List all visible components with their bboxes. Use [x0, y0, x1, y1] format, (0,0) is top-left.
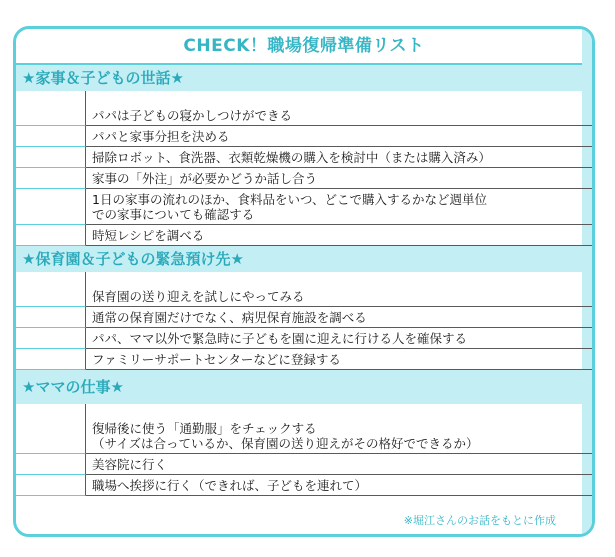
- section-work: [16, 370, 592, 496]
- checkbox-cell[interactable]: [16, 91, 86, 126]
- checkbox-cell[interactable]: [16, 328, 86, 349]
- checklist-row: [16, 91, 592, 126]
- checkbox-cell[interactable]: [16, 272, 86, 307]
- checklist-item: 復帰後に使う「通勤服」をチェックする （サイズは合っているか、保育園の送り迎えがその格好でできるか）: [86, 404, 592, 454]
- checkbox-cell[interactable]: [16, 126, 86, 147]
- checklist-row: [16, 147, 592, 168]
- checklist-item: 掃除ロボット、食洗器、衣類乾燥機の購入を検討中（または購入済み）: [86, 147, 592, 168]
- checklist-row: [16, 168, 592, 189]
- section-heading: ★ママの仕事★: [16, 370, 592, 404]
- checkbox-cell[interactable]: [16, 475, 86, 496]
- section-heading: ★家事＆子どもの世話★: [16, 65, 592, 91]
- section-heading: ★保育園＆子どもの緊急預け先★: [16, 246, 592, 272]
- checklist-item: 保育園の送り迎えを試しにやってみる: [86, 272, 592, 307]
- checklist-row: [16, 189, 592, 225]
- checklist-row: [16, 126, 592, 147]
- checklist-row: [16, 225, 592, 246]
- checklist-row: [16, 328, 592, 349]
- checklist-title: CHECK！職場復帰準備リスト: [16, 29, 592, 65]
- checklist-item: 1日の家事の流れのほか、食料品をいつ、どこで購入するかなど週単位 での家事についても確認する: [86, 189, 592, 225]
- checkbox-cell[interactable]: [16, 349, 86, 370]
- checkbox-cell[interactable]: [16, 307, 86, 328]
- checkbox-cell[interactable]: [16, 225, 86, 246]
- checklist-card: [13, 26, 595, 537]
- checklist-row: [16, 272, 592, 307]
- checkbox-cell[interactable]: [16, 168, 86, 189]
- checklist-row: [16, 404, 592, 454]
- source-footnote: ※堀江さんのお話をもとに作成: [403, 514, 556, 527]
- checklist-item: 時短レシピを調べる: [86, 225, 592, 246]
- checklist-item: 職場へ挨拶に行く（できれば、子どもを連れて）: [86, 475, 592, 496]
- checkbox-cell[interactable]: [16, 454, 86, 475]
- checklist-row: [16, 454, 592, 475]
- section-housework: [16, 65, 592, 246]
- checkbox-cell[interactable]: [16, 147, 86, 168]
- checkbox-cell[interactable]: [16, 404, 86, 454]
- checkbox-cell[interactable]: [16, 189, 86, 225]
- checklist-item: パパ、ママ以外で緊急時に子どもを園に迎えに行ける人を確保する: [86, 328, 592, 349]
- checklist-item: パパは子どもの寝かしつけができる: [86, 91, 592, 126]
- checklist-row: [16, 475, 592, 496]
- checklist-item: 美容院に行く: [86, 454, 592, 475]
- section-nursery: [16, 246, 592, 370]
- checklist-item: パパと家事分担を決める: [86, 126, 592, 147]
- checklist-item: ファミリーサポートセンターなどに登録する: [86, 349, 592, 370]
- checklist-item: 家事の「外注」が必要かどうか話し合う: [86, 168, 592, 189]
- checklist-row: [16, 307, 592, 328]
- checklist-row: [16, 349, 592, 370]
- checklist-item: 通常の保育園だけでなく、病児保育施設を調べる: [86, 307, 592, 328]
